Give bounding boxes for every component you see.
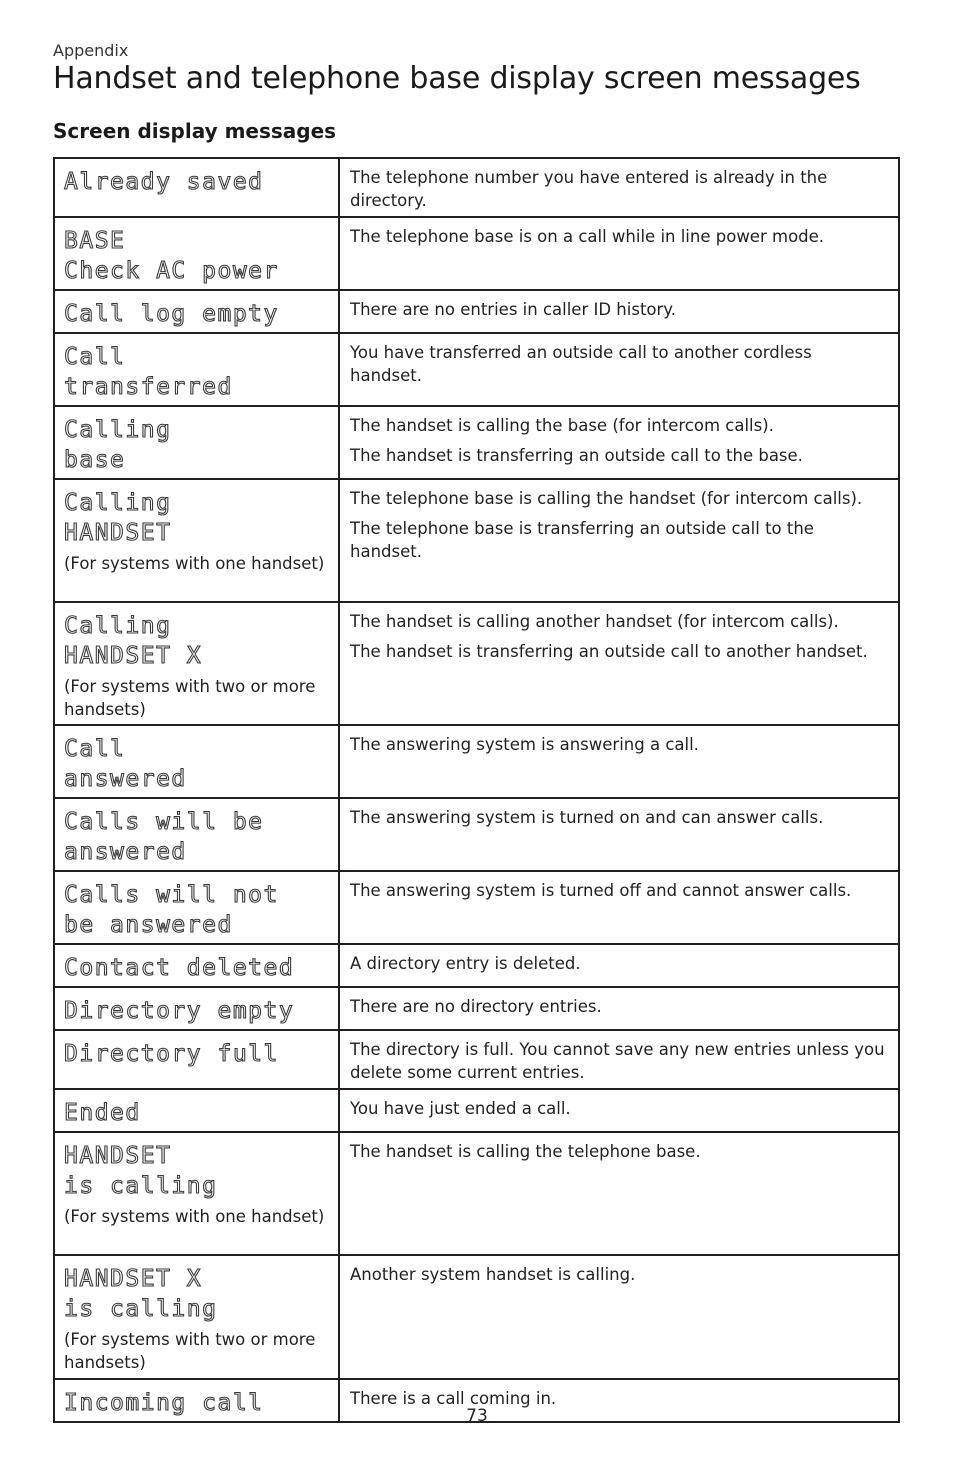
messages-table bbox=[53, 157, 900, 1423]
display-message-note: (For systems with one handset) bbox=[64, 1207, 325, 1226]
display-message-text: Incoming call bbox=[64, 1390, 264, 1416]
display-message-cell bbox=[54, 1255, 339, 1379]
message-description: The handset is transferring an outside call to another handset. bbox=[350, 642, 868, 661]
display-message-text: Call bbox=[64, 344, 126, 370]
message-description: The answering system is turned on and can answer calls. bbox=[350, 808, 824, 827]
display-message-text: Directory empty bbox=[64, 998, 295, 1024]
message-description: A directory entry is deleted. bbox=[350, 954, 581, 973]
message-description-cell bbox=[339, 406, 899, 479]
message-description: Another system handset is calling. bbox=[350, 1265, 636, 1284]
display-message-text: answered bbox=[64, 766, 187, 792]
display-message-cell bbox=[54, 798, 339, 871]
table-row bbox=[54, 333, 899, 406]
message-description: The telephone base is on a call while in line power mode. bbox=[350, 227, 825, 246]
display-message-text: HANDSET bbox=[64, 1143, 172, 1169]
display-message-cell bbox=[54, 406, 339, 479]
display-message-cell bbox=[54, 602, 339, 725]
display-message-note: (For systems with two or more handsets) bbox=[64, 677, 316, 719]
display-message-text: answered bbox=[64, 839, 187, 865]
display-message-text: Calling bbox=[64, 490, 172, 516]
display-message-text: transferred bbox=[64, 374, 233, 400]
display-message-text: Call bbox=[64, 736, 126, 762]
table-row bbox=[54, 158, 899, 217]
message-description-cell bbox=[339, 290, 899, 333]
message-description: The telephone base is transferring an outside call to the handset. bbox=[350, 519, 814, 561]
display-message-text: is calling bbox=[64, 1296, 218, 1322]
message-description-cell bbox=[339, 217, 899, 290]
display-message-text: Check AC power bbox=[64, 258, 279, 284]
display-message-cell bbox=[54, 158, 339, 217]
display-message-text: HANDSET bbox=[64, 520, 172, 546]
message-description-cell bbox=[339, 158, 899, 217]
message-description: You have transferred an outside call to another cordless handset. bbox=[350, 343, 812, 385]
message-description-cell bbox=[339, 1030, 899, 1089]
display-message-text: Directory full bbox=[64, 1041, 279, 1067]
message-description-cell bbox=[339, 1089, 899, 1132]
message-description: The handset is calling the telephone base. bbox=[350, 1142, 701, 1161]
table-row bbox=[54, 725, 899, 798]
table-row bbox=[54, 1132, 899, 1255]
message-description-cell bbox=[339, 944, 899, 987]
display-message-cell bbox=[54, 725, 339, 798]
display-message-text: Call log empty bbox=[64, 301, 279, 327]
table-row bbox=[54, 871, 899, 944]
message-description-cell bbox=[339, 1255, 899, 1379]
table-row bbox=[54, 944, 899, 987]
table-row bbox=[54, 1089, 899, 1132]
message-description: The handset is calling the base (for intercom calls). bbox=[350, 416, 774, 435]
display-message-text: be answered bbox=[64, 912, 233, 938]
display-message-text: Calls will not bbox=[64, 882, 279, 908]
message-description-cell bbox=[339, 987, 899, 1030]
display-message-text: Contact deleted bbox=[64, 955, 295, 981]
message-description: The handset is transferring an outside call to the base. bbox=[350, 446, 803, 465]
table-row bbox=[54, 479, 899, 602]
message-description-cell bbox=[339, 333, 899, 406]
message-description-cell bbox=[339, 602, 899, 725]
table-row bbox=[54, 406, 899, 479]
message-description-cell bbox=[339, 1132, 899, 1255]
display-message-text: Ended bbox=[64, 1100, 141, 1126]
table-row bbox=[54, 217, 899, 290]
display-message-cell bbox=[54, 944, 339, 987]
message-description: The handset is calling another handset (for intercom calls). bbox=[350, 612, 839, 631]
display-message-note: (For systems with one handset) bbox=[64, 554, 325, 573]
section-label: Appendix bbox=[53, 41, 129, 60]
message-description-cell bbox=[339, 871, 899, 944]
message-description-cell bbox=[339, 725, 899, 798]
table-row bbox=[54, 798, 899, 871]
display-message-text: Calls will be bbox=[64, 809, 264, 835]
display-message-cell bbox=[54, 333, 339, 406]
message-description: The answering system is turned off and cannot answer calls. bbox=[350, 881, 852, 900]
message-description: The telephone number you have entered is already in the directory. bbox=[350, 168, 828, 210]
message-description: There is a call coming in. bbox=[350, 1389, 557, 1408]
display-message-text: BASE bbox=[64, 228, 126, 254]
display-message-cell bbox=[54, 987, 339, 1030]
table-row bbox=[54, 987, 899, 1030]
display-message-text: Calling bbox=[64, 613, 172, 639]
message-description: The answering system is answering a call. bbox=[350, 735, 699, 754]
display-message-cell bbox=[54, 1132, 339, 1255]
message-description: You have just ended a call. bbox=[350, 1099, 571, 1118]
table-row bbox=[54, 1255, 899, 1379]
display-message-text: base bbox=[64, 447, 126, 473]
message-description: The telephone base is calling the handset (for intercom calls). bbox=[350, 489, 863, 508]
page-title: Handset and telephone base display screen messages bbox=[53, 61, 861, 96]
page-number: 73 bbox=[466, 1406, 488, 1426]
message-description: The directory is full. You cannot save any new entries unless you delete some current entries. bbox=[350, 1040, 885, 1082]
display-message-text: is calling bbox=[64, 1173, 218, 1199]
table-row bbox=[54, 1030, 899, 1089]
display-message-text: HANDSET X bbox=[64, 1266, 203, 1292]
message-description-cell bbox=[339, 479, 899, 602]
messages-table-body bbox=[54, 158, 899, 1422]
display-message-cell bbox=[54, 479, 339, 602]
display-message-text: Calling bbox=[64, 417, 172, 443]
display-message-cell bbox=[54, 217, 339, 290]
table-row bbox=[54, 602, 899, 725]
message-description-cell bbox=[339, 798, 899, 871]
table-row bbox=[54, 290, 899, 333]
display-message-cell bbox=[54, 290, 339, 333]
display-message-text: HANDSET X bbox=[64, 643, 203, 669]
display-message-cell bbox=[54, 1030, 339, 1089]
table-heading: Screen display messages bbox=[53, 119, 337, 143]
display-message-cell bbox=[54, 871, 339, 944]
display-message-note: (For systems with two or more handsets) bbox=[64, 1330, 316, 1372]
display-message-cell bbox=[54, 1089, 339, 1132]
message-description: There are no directory entries. bbox=[350, 997, 602, 1016]
message-description: There are no entries in caller ID history. bbox=[350, 300, 676, 319]
display-message-text: Already saved bbox=[64, 169, 264, 195]
